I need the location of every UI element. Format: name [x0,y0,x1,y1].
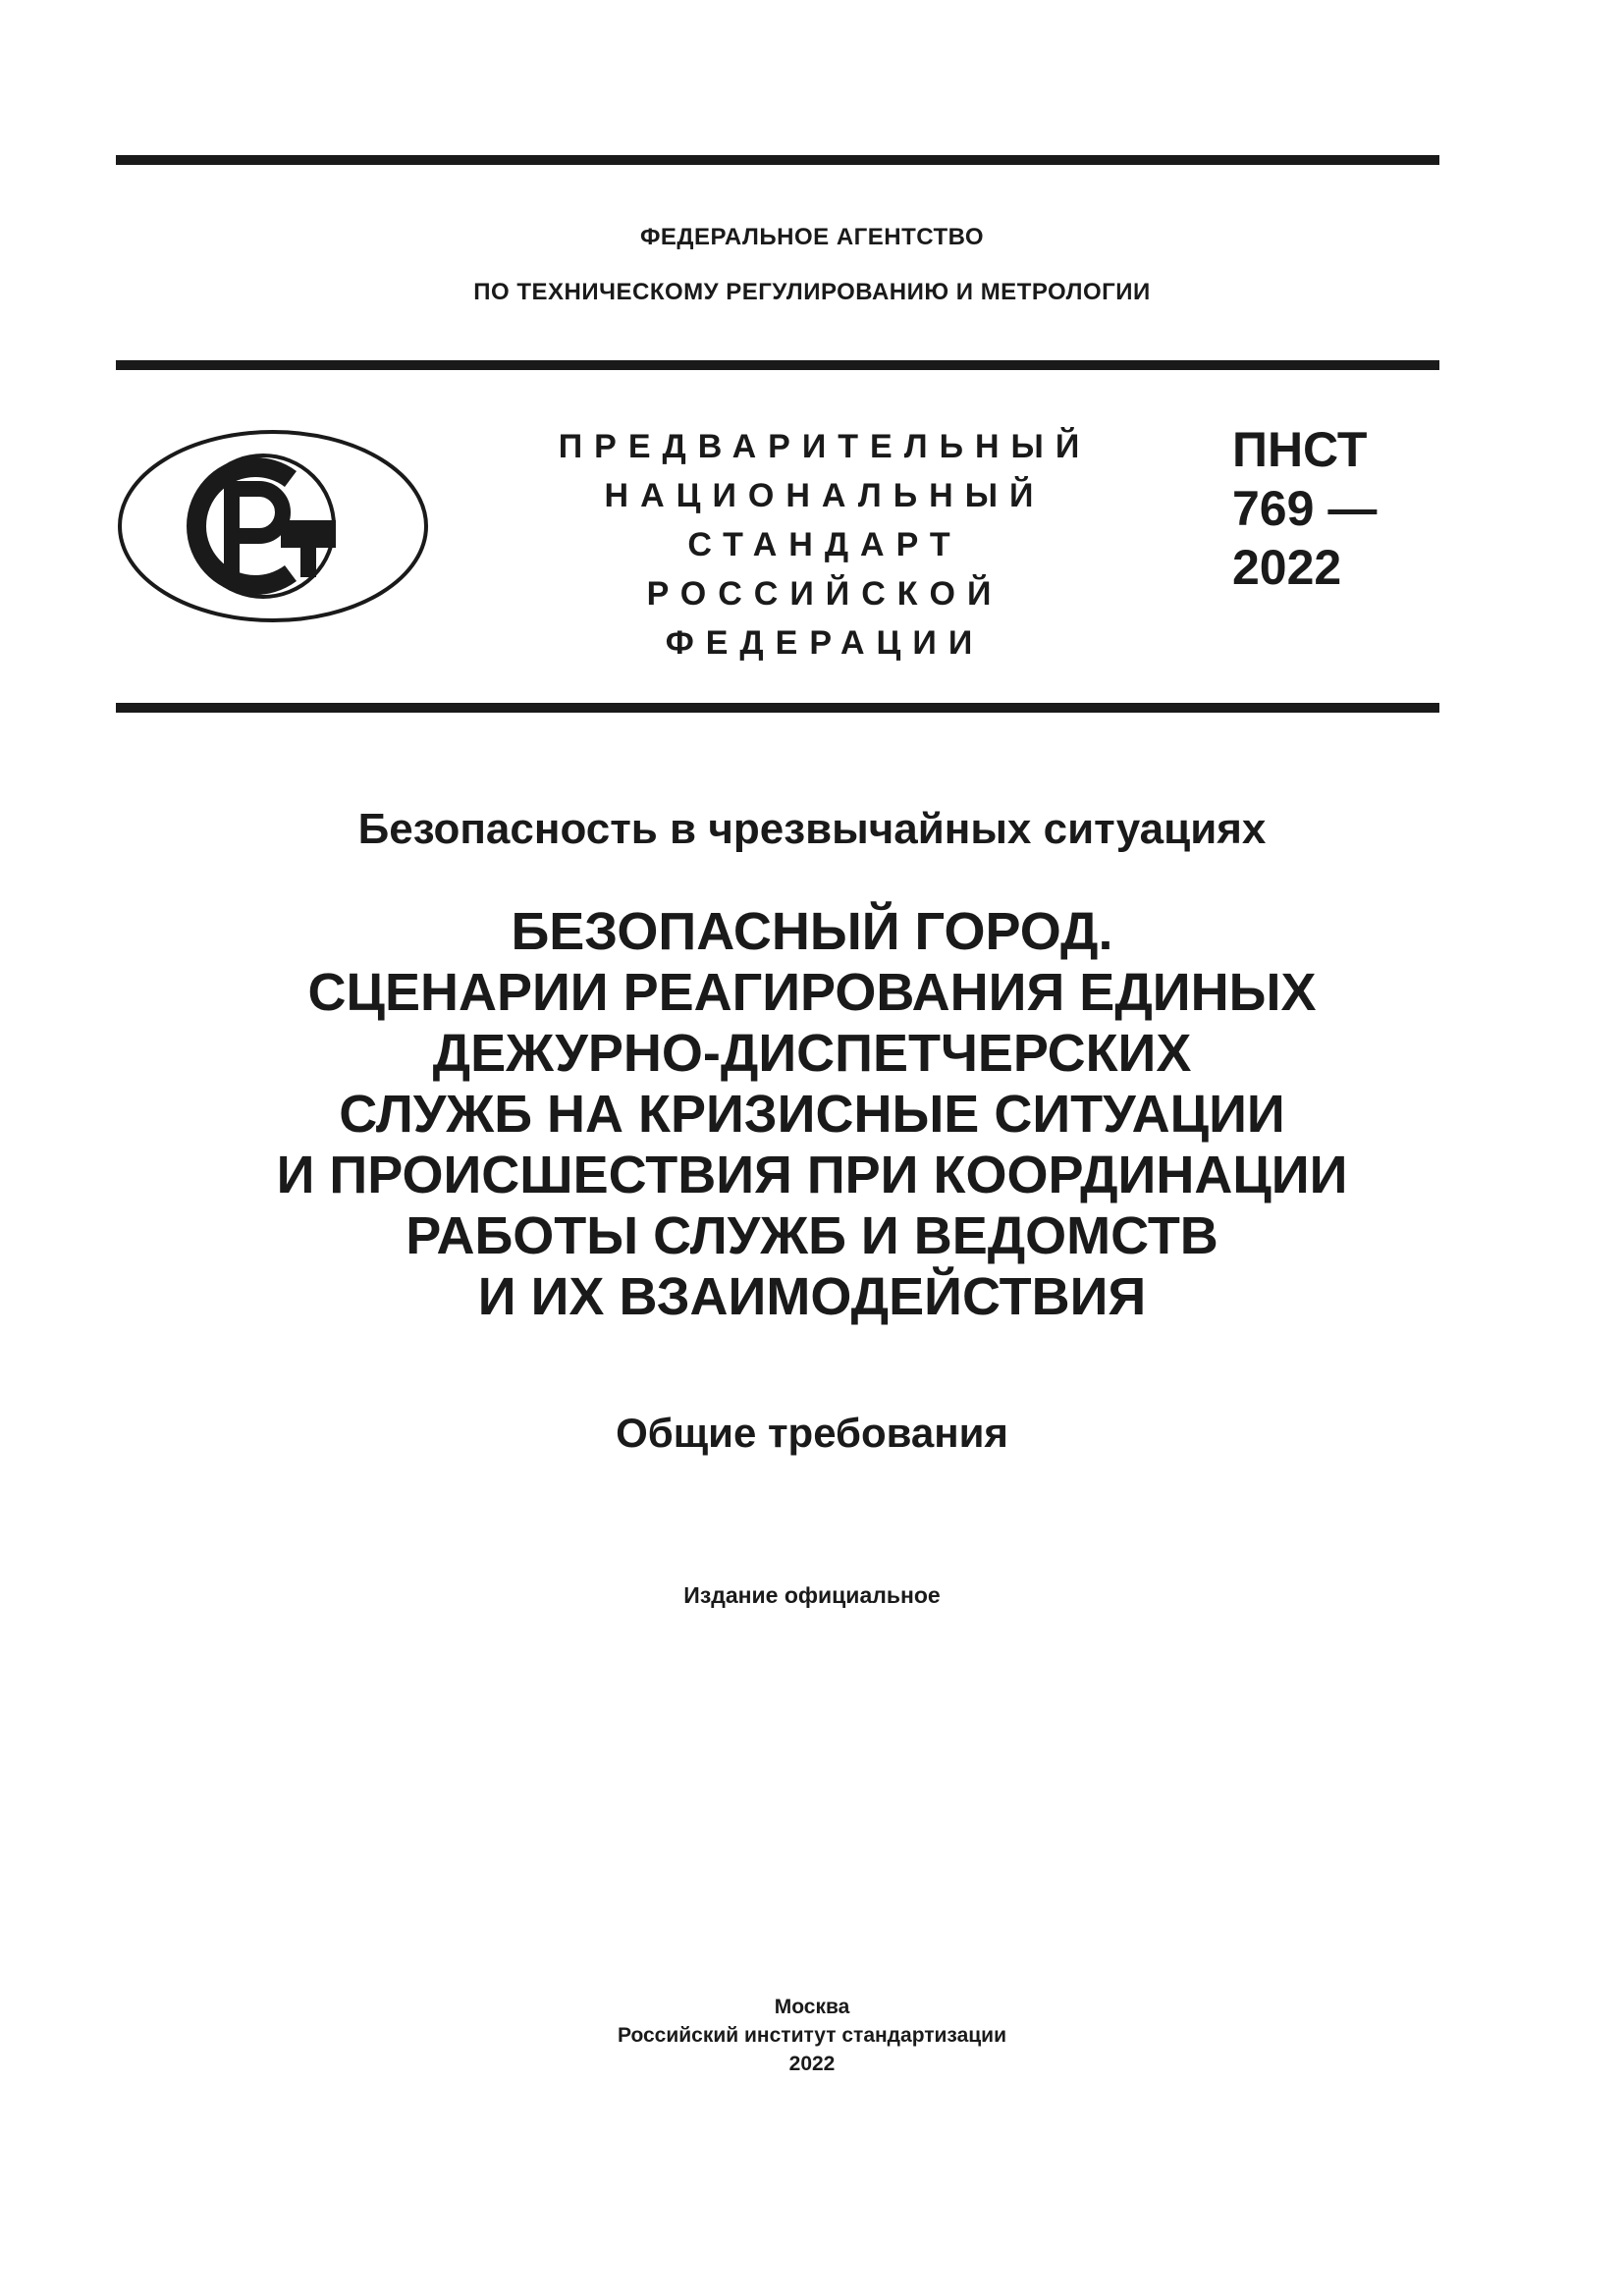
title-line: И ПРОИСШЕСТВИЯ ПРИ КООРДИНАЦИИ [276,1146,1348,1204]
title-line: И ИХ ВЗАИМОДЕЙСТВИЯ [477,1267,1147,1326]
standard-type-line: ФЕДЕРАЦИИ [665,624,985,662]
gost-r-emblem-icon [116,428,430,624]
standard-type [491,422,1159,667]
standard-type-line: РОССИЙСКОЙ [646,575,1003,613]
standard-type-line: ПРЕДВАРИТЕЛЬНЫЙ [558,428,1092,465]
header-rule [116,360,1439,370]
edition-note: Издание официальное [683,1582,941,1608]
title-line: СЦЕНАРИИ РЕАГИРОВАНИЯ ЕДИНЫХ [307,963,1317,1022]
document-subject: Безопасность в чрезвычайных ситуациях [357,805,1267,853]
standard-type-line: СТАНДАРТ [687,526,962,563]
standard-rule [116,703,1439,713]
standard-number-line: ПНСТ [1232,422,1368,477]
document-subtitle: Общие требования [616,1410,1008,1456]
standard-type-line: НАЦИОНАЛЬНЫЙ [604,477,1046,514]
agency-line-1: ФЕДЕРАЛЬНОЕ АГЕНТСТВО [639,224,985,250]
title-line: ДЕЖУРНО-ДИСПЕТЧЕРСКИХ [432,1024,1192,1083]
agency-line-2: ПО ТЕХНИЧЕСКОМУ РЕГУЛИРОВАНИЮ И МЕТРОЛОГИИ [473,279,1151,305]
standard-number-line: 769 — [1232,481,1378,536]
standard-number-line: 2022 [1232,540,1342,595]
document-title [0,901,1624,1327]
title-line: БЕЗОПАСНЫЙ ГОРОД. [511,902,1113,961]
title-line: СЛУЖБ НА КРИЗИСНЫЕ СИТУАЦИИ [339,1085,1285,1144]
imprint [0,1993,1624,2078]
imprint-publisher: Российский институт стандартизации [617,2024,1007,2047]
imprint-city: Москва [774,1996,850,2018]
title-line: РАБОТЫ СЛУЖБ И ВЕДОМСТВ [406,1206,1218,1265]
standard-number [1232,420,1377,597]
top-rule [116,155,1439,165]
imprint-year: 2022 [788,2053,836,2075]
